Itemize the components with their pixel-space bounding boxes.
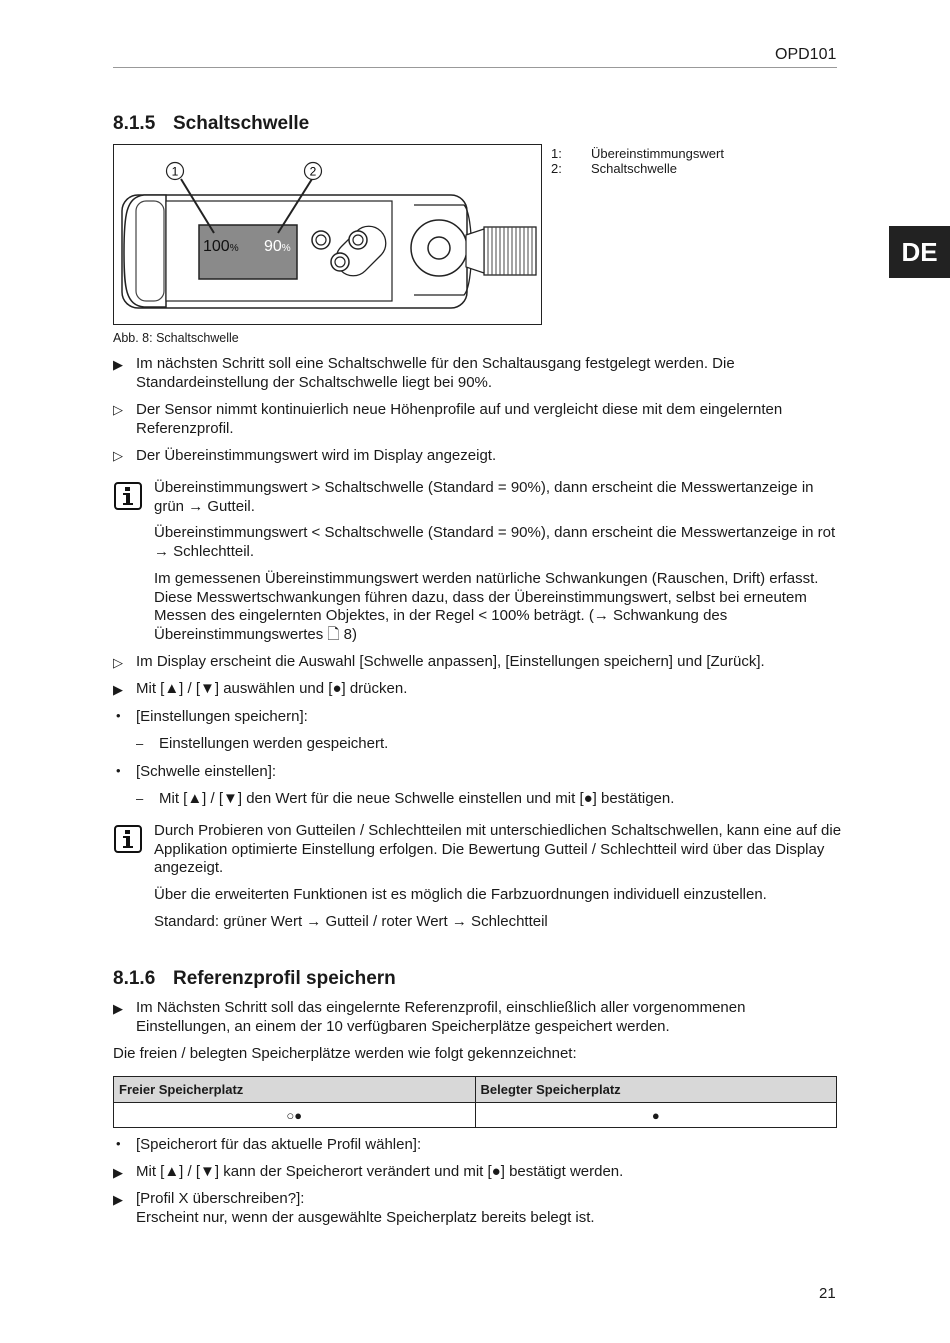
note-text: Im gemessenen Übereinstimmungswert werden natürliche Schwankungen (Rauschen, Drift) erfasst. Diese Messwertschwankungen führen dazu, dass der Übereinstimmungswert, selbst bei erneutem Messen des eingelernten Objektes, in der Regel < 100% beträgt. (→ Schwankung des Übereinstimmungswertes 🗋 8) xyxy=(154,570,819,643)
callout-1: 1 xyxy=(171,164,179,179)
section-number: 8.1.6 xyxy=(113,968,156,989)
table-cell: ● xyxy=(475,1103,837,1128)
bullet-marker: • xyxy=(116,1136,121,1151)
result-text: Der Übereinstimmungswert wird im Display angezeigt. xyxy=(136,447,497,464)
dash-text: Mit [▲] / [▼] den Wert für die neue Schwelle einstellen und mit [●] bestätigen. xyxy=(159,790,675,807)
dash-marker: – xyxy=(136,791,144,806)
step-text: Im Nächsten Schritt soll das eingelernte Referenzprofil, einschließlich aller vorgenommenen Einstellungen, an einem der 10 verfügbaren Speicherplätze gespeichert werden. xyxy=(136,999,746,1035)
step-text-line: Erscheint nur, wenn der ausgewählte Speicherplatz bereits belegt ist. xyxy=(136,1208,595,1226)
section-number: 8.1.5 xyxy=(113,113,156,134)
section-title: Referenzprofil speichern xyxy=(173,968,396,989)
bullet-text: [Schwelle einstellen]: xyxy=(136,763,277,780)
display-match-value: 100 xyxy=(203,238,230,255)
display-threshold-unit: % xyxy=(281,243,291,254)
step-marker: ▶ xyxy=(113,682,123,697)
figure-frame xyxy=(113,144,542,325)
table-header: Belegter Speicherplatz xyxy=(475,1077,837,1103)
storage-legend-table xyxy=(113,1076,837,1128)
bullet-text: [Einstellungen speichern]: xyxy=(136,708,308,725)
language-tab: DE xyxy=(889,226,950,278)
section-heading-8-1-5 xyxy=(113,113,309,135)
result-marker: ▷ xyxy=(113,655,123,670)
note-text: Übereinstimmungswert < Schaltschwelle (Standard = 90%), dann erscheint die Messwertanzeige in rot → Schlechtteil. xyxy=(154,524,836,560)
table-row xyxy=(114,1103,837,1128)
bullet-marker: • xyxy=(116,763,121,778)
result-marker: ▷ xyxy=(113,448,123,463)
page-number: 21 xyxy=(819,1285,836,1302)
legend-item: 2: Schaltschwelle xyxy=(551,161,677,176)
step-text-line: [Profil X überschreiben?]: xyxy=(136,1190,305,1207)
table-header: Freier Speicherplatz xyxy=(114,1077,476,1103)
note-text: Durch Probieren von Gutteilen / Schlechtteilen mit unterschiedlichen Schaltschwellen, kann eine auf die Applikation optimierte Einstellung erfolgen. Die Bewertung Gutteil / Schlechtteil wird über das Display angezeigt. xyxy=(154,822,842,876)
table-cell: ○● xyxy=(114,1103,476,1128)
section-title: Schaltschwelle xyxy=(173,113,310,134)
display-threshold-value: 90 xyxy=(264,238,282,255)
sensor-illustration xyxy=(114,145,541,324)
step-marker: ▶ xyxy=(113,1192,123,1207)
step-marker: ▶ xyxy=(113,1001,123,1016)
step-text xyxy=(136,1190,841,1227)
result-text: Im Display erscheint die Auswahl [Schwelle anpassen], [Einstellungen speichern] und [Zurück]. xyxy=(136,653,765,670)
step-text: Im nächsten Schritt soll eine Schaltschwelle für den Schaltausgang festgelegt werden. Die Standardeinstellung der Schaltschwelle liegt bei 90%. xyxy=(136,355,735,391)
header-rule xyxy=(113,67,837,68)
result-marker: ▷ xyxy=(113,402,123,417)
info-icon xyxy=(114,825,142,853)
note-text: Standard: grüner Wert → Gutteil / roter Wert → Schlechtteil xyxy=(154,913,548,930)
callout-2: 2 xyxy=(309,164,317,179)
paragraph: Die freien / belegten Speicherplätze werden wie folgt gekennzeichnet: xyxy=(113,1045,577,1062)
table-header-row xyxy=(114,1077,837,1103)
dash-marker: – xyxy=(136,736,144,751)
note-text: Über die erweiterten Funktionen ist es möglich die Farbzuordnungen individuell einzustellen. xyxy=(154,886,767,903)
document-code: OPD101 xyxy=(775,46,837,63)
bullet-marker: • xyxy=(116,708,121,723)
display-match-unit: % xyxy=(229,243,239,254)
section-heading-8-1-6 xyxy=(113,968,396,990)
figure-caption: Abb. 8: Schaltschwelle xyxy=(113,331,239,345)
figure-legend xyxy=(551,146,724,176)
info-icon xyxy=(114,482,142,510)
step-text: Mit [▲] / [▼] auswählen und [●] drücken. xyxy=(136,680,408,697)
legend-item: 1: Übereinstimmungswert xyxy=(551,146,724,161)
step-marker: ▶ xyxy=(113,357,123,372)
dash-text: Einstellungen werden gespeichert. xyxy=(159,735,389,752)
step-marker: ▶ xyxy=(113,1165,123,1180)
note-text: Übereinstimmungswert > Schaltschwelle (Standard = 90%), dann erscheint die Messwertanzeige in grün → Gutteil. xyxy=(154,479,814,515)
step-text: Mit [▲] / [▼] kann der Speicherort verändert und mit [●] bestätigt werden. xyxy=(136,1163,624,1180)
bullet-text: [Speicherort für das aktuelle Profil wählen]: xyxy=(136,1136,422,1153)
result-text: Der Sensor nimmt kontinuierlich neue Höhenprofile auf und vergleicht diese mit dem eingelernten Referenzprofil. xyxy=(136,401,783,437)
